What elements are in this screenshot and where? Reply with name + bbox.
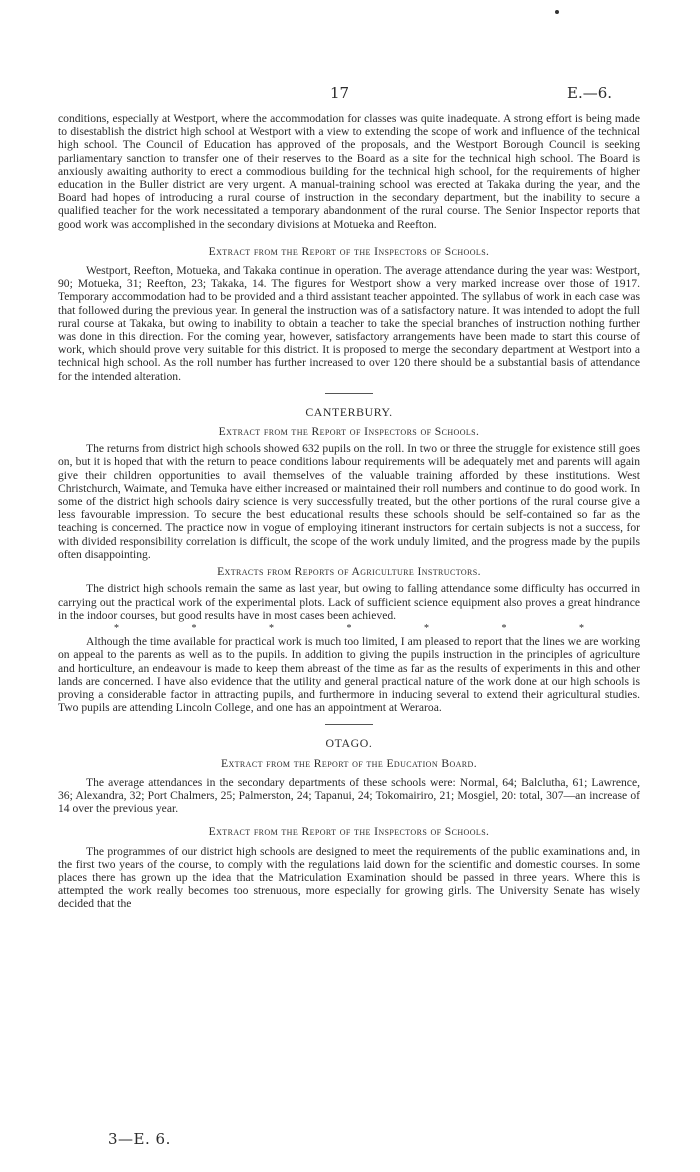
paragraph-experimental-plots: The district high schools remain the same as last year, but owing to falling attendance some difficulty has occurred in carrying out the practical work of the experimental plots. Lack of sufficient science equipment also proves a great hindrance in the indoor courses, but good results have in most cases been achieved. [58,582,640,622]
section-heading-education-board: Extract from the Report of the Education Board. [220,756,478,770]
ellipsis-stars [114,622,584,635]
ink-dot [555,10,559,14]
paragraph-westport-attendance: Westport, Reefton, Motueka, and Takaka continue in operation. The average attendance during the year was: Westport, 90; Motueka, 31; Reefton, 23; Takaka, 14. The figures for Westport show a very marked increase over those of 1917. Temporary accommodation had to be provided and a third assistant teacher appointed. The syllabus of work in each case was that followed during the previous year. In general the instruction was of a satisfactory nature. It was intended to adopt the full rural course at Takaka, but owing to inability to obtain a teacher to take the special branches of instruction nothing further was done in this direction. For the coming year, however, satisfactory arrangements have been made to start this course of work, which should prove very suitable for this district. It is proposed to merge the secondary department at Westport into a technical high school. As the roll number has further increased to over 120 there should be a substantial basis of attendance for the intended alteration. [58,264,640,383]
paragraph-practical-work: Although the time available for practical work is much too limited, I am pleased to report that the lines we are working on appeal to the parents as well as to the pupils. In addition to giving the pupils instruction in the principles of agriculture and horticulture, an endeavour is made to keep them abreast of the time as far as the results of experiments in this and other lands are concerned. I have also evidence that the utility and general practical nature of the work done at our high schools is proving a considerable factor in attracting pupils, and furthermore in inducing several to extend their agricultural studies. Two pupils are attending Lincoln College, and one has an appointment at Weraroa. [58,635,640,715]
paragraph-westport-conditions: conditions, especially at Westport, where the accommodation for classes was quite inadequate. A strong effort is being made to disestablish the district high school at Westport with a view to extending the scope of work and influence of the technical high school. The Council of Education has approved of the proposals, and the Westport Borough Council is seeking parliamentary sanction to transfer one of their reserves to the Board as a site for the technical high school. The Board is anxiously awaiting authority to erect a commodious building for the technical high school, for the requirements of higher education in the Buller district are very urgent. A manual-training school was erected at Takaka during the year, and the Board had hopes of introducing a rural course of instruction in the secondary department, but the inability to secure a qualified teacher for the work necessitated a temporary abandonment of the rural course. The Senior Inspector reports that good work was accomplished in the secondary divisions at Motueka and Reefton. [58,112,640,231]
document-body [58,112,640,911]
district-heading-otago: OTAGO. [325,736,373,751]
signature-mark: 3—E. 6. [108,1130,171,1148]
star: * [114,622,119,634]
star: * [346,622,352,634]
star: * [424,622,429,634]
section-heading-inspectors-otago: Extract from the Report of the Inspectors of Schools. [208,825,490,839]
section-heading-agriculture-instructors: Extracts from Reports of Agriculture Instructors. [217,565,481,579]
section-divider [325,393,373,394]
paragraph-otago-programmes: The programmes of our district high schools are designed to meet the requirements of the public examinations and, in the first two years of the course, to comply with the regulations laid down for the scientific and domestic courses. In some places there has grown up the idea that the Matriculation Examination should be passed in three years. Where this is attempted the work really becomes too strenuous, more especially for growing girls. The University Senate has wisely decided that the [58,844,640,911]
star: * [269,622,274,634]
section-heading-inspectors-canterbury: Extract from the Report of Inspectors of Schools. [218,425,480,439]
report-reference: E.—6. [567,84,613,102]
star: * [191,622,197,634]
star: * [501,622,507,634]
section-heading-inspectors-nelson: Extract from the Report of the Inspectors of Schools. [208,244,490,258]
page-number: 17 [330,84,350,102]
paragraph-otago-attendances: The average attendances in the secondary departments of these schools were: Normal, 64; Balclutha, 61; Lawrence, 36; Alexandra, 32; Port Chalmers, 25; Palmerston, 24; Tapanui, 24; Tokomairiro, 21; Mosgiel, 20: total, 307—an increase of 14 over the previous year. [58,775,640,816]
paragraph-canterbury-returns: The returns from district high schools showed 632 pupils on the roll. In two or three the struggle for existence still goes on, but it is hoped that with the return to peace conditions labour requirements will be adequately met and parents will again give their children opportunities to avail themselves of the valuable training afforded by these institutions. West Christchurch, Waimate, and Temuka have either increased or maintained their roll numbers and continue to do good work. In some of the district high schools dairy science is very successfully treated, but the other portions of the rural course give a less favourable impression. To secure the best educational results these schools should be self-contained so far as the teaching is concerned. The practice now in vogue of employing itinerant instructors for certain subjects is not a success, for with divided responsibility correlation is difficult, the scope of the work unduly limited, and the progress made by the pupils often disappointing. [58,442,640,561]
star: * [579,622,584,634]
district-heading-canterbury: CANTERBURY. [305,404,393,419]
section-divider [325,724,373,725]
